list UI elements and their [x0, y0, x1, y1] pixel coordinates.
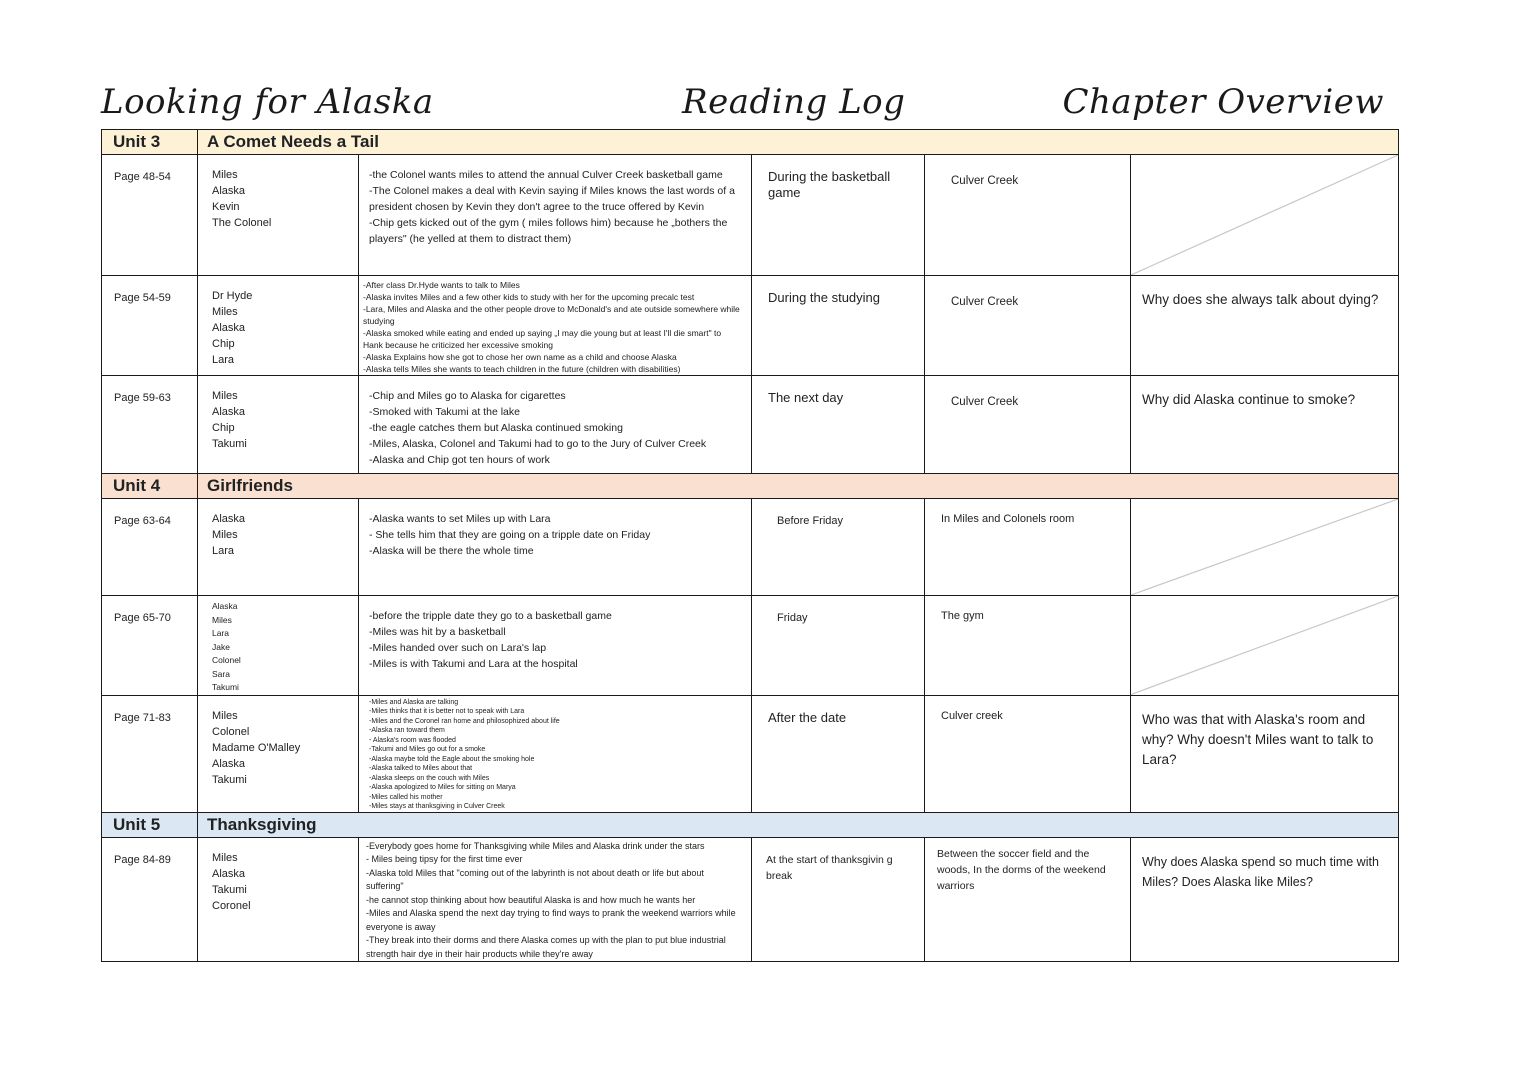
place-cell: Culver Creek [925, 376, 1131, 474]
summary-line: -Miles and Alaska are talking [369, 698, 459, 706]
characters-cell [198, 155, 359, 276]
summary-line: -Miles was hit by a basketball [369, 626, 506, 638]
summary-line: -Alaska Explains how she got to chose her own name as a child and choose Alaska [363, 352, 677, 362]
question-text: Why did Alaska continue to smoke? [1142, 392, 1356, 407]
chapter-row [102, 155, 1399, 276]
character-name: Alaska [212, 757, 246, 770]
summary-line: -Alaska sleeps on the couch with Miles [369, 774, 490, 782]
character-name: Alaska [212, 513, 246, 525]
time-cell: At the start of thanksgivin g break [752, 837, 925, 962]
time-cell: After the date [752, 695, 925, 812]
time-cell: During the studying [752, 276, 925, 376]
summary-line: -They break into their dorms and there Alaska comes up with the plan to put blue industrial strength hair dye in their hair products while they're away [366, 935, 726, 959]
chapter-row [102, 596, 1399, 696]
characters-cell [198, 376, 359, 474]
character-name: Takumi [212, 438, 247, 450]
character-name: Colonel [212, 725, 250, 738]
page-range: Page 54-59 [102, 276, 198, 376]
summary-line: -Alaska tells Miles she wants to teach children in the future (children with disabilities) [363, 364, 681, 374]
character-name: The Colonel [212, 217, 272, 229]
character-name: Chip [212, 338, 235, 350]
summary-line: -The Colonel makes a deal with Kevin saying if Miles knows the last words of a president chosen by Kevin they don't agree to the truce offered by Kevin [369, 185, 735, 213]
characters-cell [198, 499, 359, 596]
summary-line: -Miles and Alaska spend the next day trying to find ways to prank the weekend warriors while everyone is away [366, 908, 736, 932]
character-name: Lara [212, 628, 230, 638]
unit-header-row [102, 130, 1399, 155]
summary-line: -Lara, Miles and Alaska and the other people drove to McDonald's and ate outside somewhere while studying [363, 304, 740, 326]
summary-line: -Miles called his mother [369, 793, 443, 801]
summary-line: -Smoked with Takumi at the lake [369, 406, 520, 418]
character-name: Colonel [212, 655, 241, 665]
character-name: Jake [212, 641, 230, 652]
chapter-row [102, 499, 1399, 596]
summary-line: -Miles is with Takumi and Lara at the hospital [369, 658, 578, 670]
character-name: Lara [212, 354, 235, 366]
question-cell [1131, 596, 1399, 696]
summary-line: - Miles being tipsy for the first time ever [366, 854, 523, 864]
question-text: Why does she always talk about dying? [1142, 292, 1379, 307]
question-text: Why does Alaska spend so much time with Miles? Does Alaska like Miles? [1142, 854, 1379, 889]
page-range: Page 48-54 [102, 155, 198, 276]
summary-line: -Miles, Alaska, Colonel and Takumi had to go to the Jury of Culver Creek [369, 438, 707, 450]
unit-title: Thanksgiving [198, 812, 1399, 837]
chapter-row [102, 376, 1399, 474]
summary-line: -Alaska talked to Miles about that [369, 765, 473, 772]
summary-line: -Alaska will be there the whole time [369, 545, 534, 557]
character-name: Miles [212, 306, 238, 318]
character-name: Alaska [212, 185, 246, 197]
characters-cell [198, 596, 359, 696]
summary-line: - Alaska's room was flooded [369, 736, 456, 744]
character-name: Dr Hyde [212, 290, 253, 302]
empty-cell-diagonal [1131, 596, 1398, 695]
character-name: Alaska [212, 601, 238, 611]
summary-cell [359, 155, 752, 276]
page-range: Page 65-70 [102, 596, 198, 696]
place-cell: In Miles and Colonels room [925, 499, 1131, 596]
summary-line: -Alaska and Chip got ten hours of work [369, 454, 550, 466]
character-name: Sara [212, 668, 230, 679]
place-cell: Culver creek [925, 695, 1131, 812]
summary-line: -Chip and Miles go to Alaska for cigarettes [369, 390, 566, 402]
summary-line: - She tells him that they are going on a tripple date on Friday [369, 529, 651, 541]
page-range: Page 71-83 [102, 695, 198, 812]
time-cell: During the basketball game [752, 155, 925, 276]
place-cell: Culver Creek [925, 155, 1131, 276]
empty-cell-diagonal [1131, 155, 1398, 275]
summary-line: -the Colonel wants miles to attend the annual Culver Creek basketball game [369, 169, 723, 181]
chapter-row [102, 837, 1399, 962]
summary-line: -Miles thinks that it is better not to speak with Lara [369, 708, 525, 715]
character-name: Alaska [212, 406, 246, 418]
character-name: Lara [212, 545, 235, 557]
summary-cell [359, 837, 752, 962]
summary-line: -he cannot stop thinking about how beautiful Alaska is and how much he wants her [366, 894, 696, 905]
summary-line: -After class Dr.Hyde wants to talk to Miles [363, 280, 520, 290]
summary-cell [359, 276, 752, 376]
character-name: Miles [212, 614, 232, 625]
unit-header-row [102, 474, 1399, 499]
time-cell: Before Friday [752, 499, 925, 596]
unit-label: Unit 5 [102, 812, 198, 837]
character-name: Miles [212, 390, 238, 402]
question-cell [1131, 155, 1399, 276]
character-name: Miles [212, 529, 238, 541]
summary-cell [359, 596, 752, 696]
question-cell [1131, 276, 1399, 376]
page-range: Page 59-63 [102, 376, 198, 474]
empty-cell-diagonal [1131, 499, 1398, 595]
time-cell: Friday [752, 596, 925, 696]
reading-log-table [101, 129, 1399, 962]
summary-line: -Alaska maybe told the Eagle about the smoking hole [369, 755, 535, 763]
title-chapter-overview: Chapter Overview [1062, 82, 1384, 122]
chapter-row [102, 695, 1399, 812]
summary-line: -Takumi and Miles go out for a smoke [369, 746, 486, 753]
character-name: Miles [212, 169, 238, 181]
character-name: Takumi [212, 773, 247, 786]
place-cell: The gym [925, 596, 1131, 696]
summary-line: -Alaska wants to set Miles up with Lara [369, 513, 551, 525]
character-name: Miles [212, 709, 238, 722]
character-name: Madame O'Malley [212, 741, 301, 754]
characters-cell [198, 276, 359, 376]
summary-line: -Alaska apologized to Miles for sitting on Marya [369, 784, 516, 791]
summary-line: -Alaska smoked while eating and ended up saying „I may die young but at least I'll die smart" to Hank because he criticized her excessive smoking [363, 328, 722, 350]
diagonal-line [1131, 155, 1398, 275]
character-name: Takumi [212, 682, 239, 692]
time-cell: The next day [752, 376, 925, 474]
chapter-row [102, 276, 1399, 376]
question-cell [1131, 837, 1399, 962]
summary-line: -Chip gets kicked out of the gym ( miles follows him) because he „bothers the players" (he yelled at them to distract them) [369, 217, 728, 245]
unit-label: Unit 3 [102, 130, 198, 155]
character-name: Takumi [212, 883, 247, 896]
title-reading-log: Reading Log [682, 82, 906, 122]
title-book: Looking for Alaska [101, 82, 434, 122]
unit-header-row [102, 812, 1399, 837]
unit-title: A Comet Needs a Tail [198, 130, 1399, 155]
place-cell: Between the soccer field and the woods, In the dorms of the weekend warriors [925, 837, 1131, 962]
summary-line: -Miles stays at thanksgiving in Culver Creek [369, 803, 505, 810]
page-range: Page 63-64 [102, 499, 198, 596]
character-name: Alaska [212, 867, 246, 880]
summary-cell [359, 376, 752, 474]
diagonal-line [1131, 499, 1398, 595]
summary-line: -Alaska told Miles that "coming out of the labyrinth is not about death or life but about suffering" [366, 867, 704, 891]
character-name: Coronel [212, 899, 251, 912]
character-name: Kevin [212, 201, 240, 213]
summary-line: -before the tripple date they go to a basketball game [369, 610, 612, 622]
place-cell: Culver Creek [925, 276, 1131, 376]
summary-line: -Everybody goes home for Thanksgiving while Miles and Alaska drink under the stars [366, 840, 705, 851]
summary-line: -Alaska invites Miles and a few other kids to study with her for the upcoming precalc test [363, 292, 695, 302]
diagonal-line [1131, 596, 1398, 695]
summary-line: -Alaska ran toward them [369, 727, 445, 734]
summary-line: -Miles handed over such on Lara's lap [369, 642, 547, 654]
question-cell [1131, 376, 1399, 474]
summary-cell [359, 695, 752, 812]
character-name: Miles [212, 851, 238, 864]
unit-label: Unit 4 [102, 474, 198, 499]
page-range: Page 84-89 [102, 837, 198, 962]
unit-title: Girlfriends [198, 474, 1399, 499]
question-text: Who was that with Alaska's room and why? Why doesn't Miles want to talk to Lara? [1142, 711, 1374, 767]
character-name: Chip [212, 422, 235, 434]
question-cell [1131, 499, 1399, 596]
character-name: Alaska [212, 322, 246, 334]
characters-cell [198, 695, 359, 812]
summary-line: -Miles and the Coronel ran home and philosophized about life [369, 717, 560, 725]
summary-line: -the eagle catches them but Alaska continued smoking [369, 422, 623, 434]
characters-cell [198, 837, 359, 962]
summary-cell [359, 499, 752, 596]
question-cell [1131, 695, 1399, 812]
